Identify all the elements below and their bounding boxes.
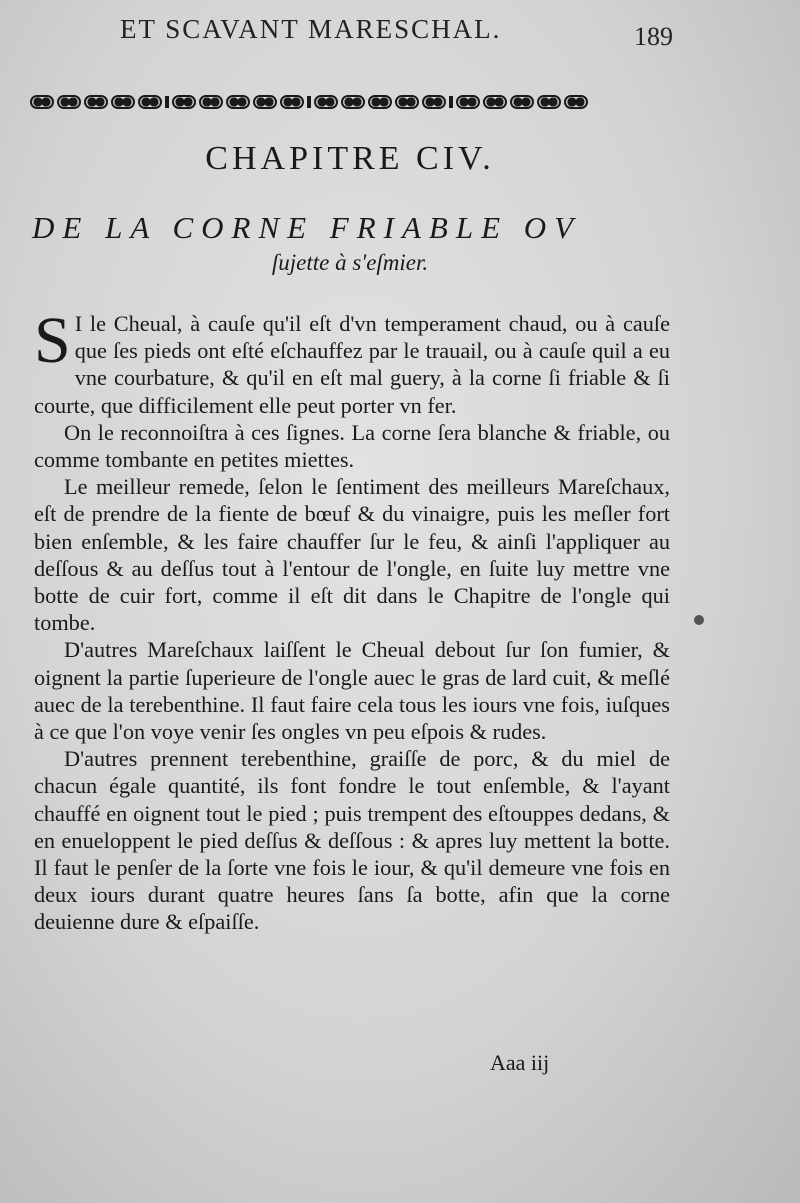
ink-spot — [694, 615, 704, 625]
paragraph: On le reconnoiſtra à ces ſignes. La corne ſera blanche & friable, ou comme tombante en petites miettes. — [34, 419, 670, 473]
paragraph: Le meilleur remede, ſelon le ſentiment des meilleurs Mareſchaux, eſt de prendre de la fiente de bœuf & du vinaigre, puis les meſler fort bien enſemble, & les faire chauffer ſur le feu, & ainſi l'appliquer au deſſous & au deſſus tout à l'entour de l'ongle, en ſuite luy mettre vne botte de cuir fort, comme il eſt dit dans le Chapitre de l'ongle qui tombe. — [34, 474, 670, 636]
drop-cap: S — [34, 304, 71, 377]
body-text — [34, 304, 670, 936]
running-head: ET SCAVANT MARESCHAL. — [120, 14, 502, 44]
chapter-title: DE LA CORNE FRIABLE OV — [32, 210, 582, 245]
paragraph: D'autres prennent terebenthine, graiſſe de porc, & du miel de chacun égale quantité, ils font fondre le tout enſemble, & l'ayant chauffé en oignent tout le pied ; puis trempent des eſtouppes dedans, & en enueloppent le pied deſſus & deſſous : & apres luy mettent la botte. Il faut le penſer de la ſorte vne fois le iour, & qu'il demeure vne fois en deux iours durant quatre heures ſans ſa botte, afin que la corne deuienne dure & eſpaiſſe. — [34, 746, 670, 935]
chapter-heading: CHAPITRE CIV. — [205, 140, 495, 177]
signature-mark: Aaa iij — [490, 1050, 550, 1075]
paragraph: D'autres Mareſchaux laiſſent le Cheual debout ſur ſon fumier, & oignent la partie ſuperieure de l'ongle auec le gras de lard cuit, & meſlé auec de la terebenthine. Il faut faire cela tous les iours vne fois, iuſques à ce que l'on voye venir ſes ongles vn peu eſpois & rudes. — [34, 637, 670, 745]
paragraph: S I le Cheual, à cauſe qu'il eſt d'vn temperament chaud, ou à cauſe que ſes pieds ont eſté eſchauffez par le trauail, ou à cauſe quil a eu vne courbature, & qu'il en eſt mal guery, à la corne ſi friable & ſi courte, que difficilement elle peut porter vn fer. — [34, 304, 670, 418]
chapter-subtitle: ſujette à s'eſmier. — [271, 250, 429, 275]
page-number: 189 — [634, 22, 673, 51]
ornament-rule — [30, 92, 670, 112]
